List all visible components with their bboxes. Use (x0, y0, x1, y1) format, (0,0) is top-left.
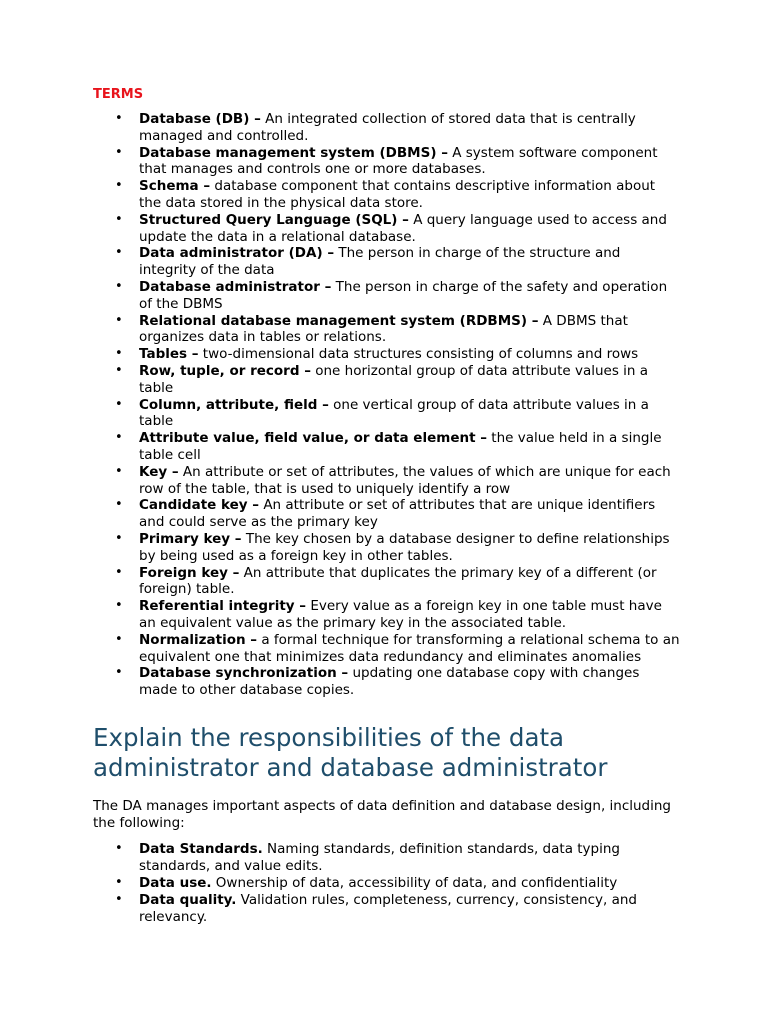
item-name: Data quality. (139, 891, 237, 908)
bullet-icon: • (115, 665, 123, 681)
term-name: Foreign key – (139, 564, 240, 581)
list-item (93, 279, 680, 313)
term-name: Normalization – (139, 631, 258, 648)
term-definition: An attribute or set of attributes, the values of which are unique for each row of the table, that is used to uniquely identify a row (139, 463, 671, 497)
term-definition: A DBMS that organizes data in tables or relations. (139, 312, 628, 346)
list-item (93, 212, 680, 246)
item-definition: Ownership of data, accessibility of data, and confidentiality (211, 875, 618, 892)
list-item (93, 665, 680, 699)
term-name: Row, tuple, or record – (139, 362, 311, 379)
term-name: Column, attribute, field – (139, 396, 329, 413)
term-definition: A system software component that manages and controls one or more databases. (139, 144, 658, 178)
bullet-icon: • (115, 530, 123, 546)
term-definition: A query language used to access and update the data in a relational database. (139, 211, 667, 245)
bullet-icon: • (115, 463, 123, 479)
bullet-icon: • (115, 178, 123, 194)
term-definition: An attribute or set of attributes that are unique identifiers and could serve as the primary key (139, 497, 656, 531)
list-item (93, 397, 680, 431)
list-item (93, 632, 680, 666)
term-definition: An integrated collection of stored data that is centrally managed and controlled. (139, 111, 636, 144)
term-name: Relational database management system (RDBMS) – (139, 312, 539, 329)
list-item (93, 430, 680, 464)
term-definition: The person in charge of the structure and integrity of the data (139, 245, 621, 279)
term-definition: two-dimensional data structures consisting of columns and rows (198, 346, 639, 363)
term-name: Database synchronization – (139, 665, 349, 682)
item-definition: Validation rules, completeness, currency, consistency, and relevancy. (139, 891, 637, 925)
term-definition: a formal technique for transforming a relational schema to an equivalent one that minimizes data redundancy and eliminates anomalies (139, 631, 680, 665)
bullet-icon: • (115, 362, 123, 378)
list-item (93, 565, 680, 599)
term-name: Data administrator (DA) – (139, 245, 335, 262)
bullet-icon: • (115, 144, 123, 160)
list-item (93, 346, 680, 363)
bullet-icon: • (115, 875, 123, 891)
list-item (93, 531, 680, 565)
term-definition: database component that contains descriptive information about the data stored in the physical data store. (139, 178, 656, 211)
term-definition: The person in charge of the safety and operation of the DBMS (139, 278, 668, 312)
term-name: Referential integrity – (139, 598, 307, 615)
bullet-icon: • (115, 245, 123, 261)
bullet-icon: • (115, 211, 123, 227)
bullet-icon: • (115, 891, 123, 907)
term-definition: one vertical group of data attribute values in a table (139, 396, 649, 430)
bullet-icon: • (115, 346, 123, 362)
list-item (93, 363, 680, 397)
bullet-icon: • (115, 312, 123, 328)
term-name: Candidate key – (139, 497, 260, 514)
list-item (93, 178, 680, 212)
term-name: Database management system (DBMS) – (139, 144, 448, 161)
term-name: Structured Query Language (SQL) – (139, 211, 409, 228)
list-item (93, 464, 680, 498)
term-name: Key – (139, 463, 179, 480)
terms-list (93, 111, 680, 699)
intro-paragraph: The DA manages important aspects of data definition and database design, including the following: (93, 797, 672, 831)
term-name: Tables – (139, 346, 199, 363)
section-label-terms: TERMS (93, 87, 144, 102)
term-name: Database (DB) – (139, 111, 261, 127)
bullet-icon: • (115, 111, 123, 126)
list-item (93, 245, 680, 279)
list-item (93, 497, 680, 531)
list-item (93, 145, 680, 179)
term-definition: The key chosen by a database designer to define relationships by being used as a foreign key in other tables. (139, 530, 670, 564)
term-name: Database administrator – (139, 278, 332, 295)
term-definition: Every value as a foreign key in one table must have an equivalent value as the primary key in the associated table. (139, 598, 662, 631)
term-definition: updating one database copy with changes made to other database copies. (139, 665, 640, 699)
item-name: Data use. (139, 875, 212, 892)
bullet-icon: • (115, 841, 123, 857)
list-item (93, 111, 680, 145)
item-name: Data Standards. (139, 841, 263, 858)
list-item (93, 875, 680, 892)
bullet-icon: • (115, 278, 123, 294)
list-item (93, 841, 680, 875)
list-item (93, 598, 680, 632)
bullet-icon: • (115, 430, 123, 446)
term-definition: the value held in a single table cell (139, 430, 662, 463)
term-definition: one horizontal group of data attribute values in a table (139, 362, 649, 396)
bullet-icon: • (115, 598, 123, 614)
term-name: Attribute value, field value, or data element – (139, 430, 487, 447)
section-heading: Explain the responsibilities of the data administrator and database administrator (93, 722, 608, 783)
term-name: Primary key – (139, 530, 242, 547)
term-definition: An attribute that duplicates the primary key of a different (or foreign) table. (139, 564, 657, 598)
da-responsibilities-list (93, 841, 680, 925)
bullet-icon: • (115, 631, 123, 647)
bullet-icon: • (115, 564, 123, 580)
item-definition: Naming standards, definition standards, data typing standards, and value edits. (139, 841, 620, 875)
term-name: Schema – (139, 178, 211, 195)
bullet-icon: • (115, 396, 123, 412)
list-item (93, 313, 680, 347)
bullet-icon: • (115, 497, 123, 513)
list-item (93, 892, 680, 926)
